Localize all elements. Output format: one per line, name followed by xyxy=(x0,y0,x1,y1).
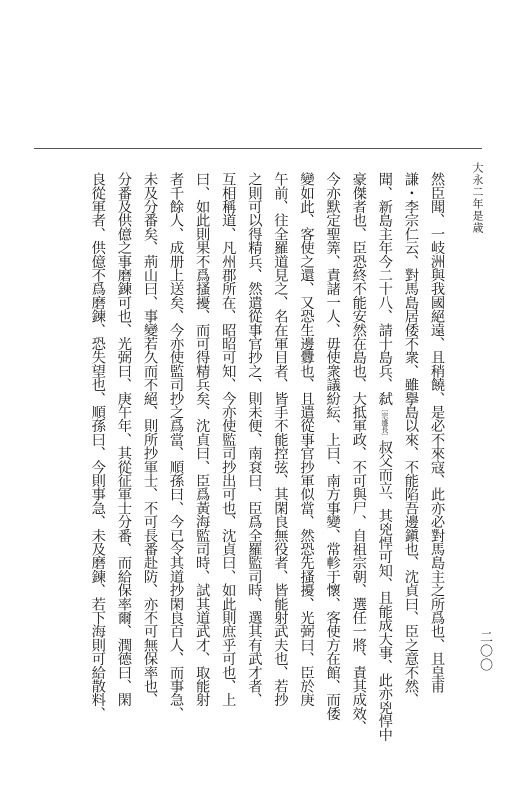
text-column: 分番及供億之事磨鍊可也、光弼曰、庚午年、其從征軍士分番、而給保率爾、潤德曰、閑 xyxy=(115,172,132,707)
running-head: 大永二年是歳 xyxy=(471,162,484,234)
text-column: 今亦默定聖筭、責諸一人、毋使衆議紛紜、上曰、南方事變、常軫于懷、客使方在館、而倭 xyxy=(324,172,341,720)
text-column: 謙・李宗仁云、對馬島居倭不衆、雖擧島以來、不能陷吾邊鎭也、沈貞曰、臣之意不然、 xyxy=(402,172,419,707)
text-column: 午前、往全羅道見之、名在軍目者、皆手不能控弦、其閑良無役者、皆能射武夫也、若抄 xyxy=(272,172,289,707)
text-column: 互相稱道、凡州郡所在、昭昭可知、今亦使監司抄出可也、沈貞曰、如此則庶乎可也、上 xyxy=(220,172,237,707)
inline-annotation: 〔宗盛長〕 xyxy=(380,404,389,440)
text-column: 豪傑者也、臣恐終不能安然在島也、大抵軍政、不可與尸、自祖宗朝、選任一將、責其成效、 xyxy=(350,172,367,734)
text-column: 然臣聞、一岐洲與我國絕遠、且稍饒、是必不來寇、此亦必對馬島主之所爲也、且皇甫 xyxy=(429,172,445,693)
text-column: 者千餘人、成册上送矣、今亦使監司抄之爲當、順孫曰、今已令其道抄閑良百人、而事急、 xyxy=(168,172,185,720)
blank-header-area xyxy=(0,0,528,148)
text-column: 之則可以得精兵、然遣從事官抄之、則未便、南袞曰、臣爲全羅監司時、選其有武才者、 xyxy=(246,172,263,707)
text-column: 未及分番矣、荊山曰、事變若久而不絕、則所抄軍士、不可長番赴防、亦不可無保率也、 xyxy=(141,172,158,707)
text-column: 變如此、客使之還、又恐生邊釁也、且遣從事官抄軍似當、然恐先搔擾、光弼曰、臣於庚 xyxy=(298,172,315,707)
header-rule xyxy=(34,148,482,149)
body-text xyxy=(85,172,450,802)
text-column: 良從軍者、供億不爲磨鍊、恐失望也、順孫曰、今則事急、未及磨鍊、若下海則可給散料、 xyxy=(89,172,106,720)
text-column: 聞、新島主年今二十八、請十島兵、弑〔宗盛長〕叔父而立、其兇悍可知、且能成大事、此亦兇悍中 xyxy=(376,172,393,742)
text-column: 曰、如此則果不爲搔擾、而可得精兵矣、沈貞曰、臣爲黃海監司時、試其道武才、取能射 xyxy=(194,172,211,707)
page-number: 二〇〇 xyxy=(477,630,492,672)
